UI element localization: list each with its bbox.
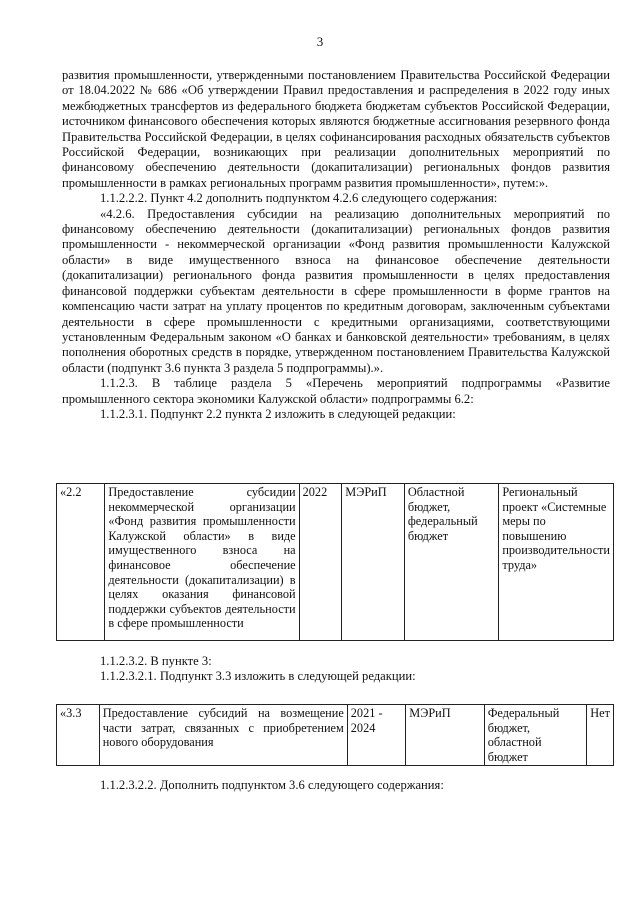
table-row	[57, 484, 614, 641]
paragraph: 1.1.2.3.2. В пункте 3:	[100, 654, 212, 668]
table-item-3-3	[56, 704, 614, 766]
paragraph: 1.1.2.3.1. Подпункт 2.2 пункта 2 изложить в следующей редакции:	[100, 406, 456, 421]
table-cell-executor: МЭРиП	[342, 484, 405, 641]
table-cell-project: Региональный проект «Системные меры по повышению производительности труда»	[499, 484, 614, 641]
text-block-top	[62, 68, 610, 422]
table-cell-project: Нет	[587, 705, 614, 766]
page-number: 3	[316, 34, 324, 49]
paragraph: «4.2.6. Предоставления субсидии на реализацию дополнительных мероприятий по финансовому обеспечению деятельности (докапитализации) региональных фондов развития промышленности - некоммерческой организации «Фонд развития промышленности Калужской области» в виде имущественного взноса на финансовое обеспечение деятельности (докапитализации) регионального фонда развития промышленности в целях предоставления финансовой поддержки субъектам деятельности в сфере промышленности в форме грантов на компенсацию части затрат на уплату процентов по кредитным договорам, заключенным субъектами деятельности в сфере промышленности с кредитными организациями, соответствующими установленным Федеральным законом «О банках и банковской деятельности» требованиям, в целях пополнения оборотных средств в порядке, утвержденном постановлением Правительства Калужской области (подпункт 3.6 пункта 3 раздела 5 подпрограммы).».	[62, 206, 610, 375]
table-cell-source: Федеральный бюджет, областной бюджет	[484, 705, 587, 766]
table-cell-description: Предоставление субсидии некоммерческой организации «Фонд развития промышленности Калужской области» в виде имущественного взноса на финансовое обеспечение деятельности (докапитализации) в целях оказания финансовой поддержки субъектов деятельности в сфере промышленности	[105, 484, 299, 641]
table-cell-year: 2022	[299, 484, 342, 641]
text-block-middle	[62, 654, 610, 685]
table-cell-number: «2.2	[57, 484, 105, 641]
paragraph: 1.1.2.2.2. Пункт 4.2 дополнить подпунктом 4.2.6 следующего содержания:	[100, 191, 498, 206]
paragraph: 1.1.2.3.2.1. Подпункт 3.3 изложить в следующей редакции:	[100, 669, 416, 684]
paragraph: 1.1.2.3. В таблице раздела 5 «Перечень мероприятий подпрограммы «Развитие промышленного сектора экономики Калужской области» подпрограммы 6.2:	[62, 376, 610, 406]
table-cell-executor: МЭРиП	[406, 705, 484, 766]
table-cell-number: «3.3	[57, 705, 100, 766]
table-cell-description: Предоставление субсидий на возмещение части затрат, связанных с приобретением нового оборудования	[99, 705, 347, 766]
table-cell-source: Областной бюджет, федеральный бюджет	[404, 484, 498, 641]
table-item-2-2	[56, 483, 614, 641]
paragraph: развития промышленности, утвержденными постановлением Правительства Российской Федерации от 18.04.2022 № 686 «Об утверждении Правил предоставления и распределения в 2022 году иных межбюджетных трансфертов из федерального бюджета бюджетам субъектов Российской Федерации, источником финансового обеспечения которых являются бюджетные ассигнования резервного фонда Правительства Российской Федерации, в целях софинансирования расходных обязательств субъектов Российской Федерации, возникающих при реализации дополнительных мероприятий по финансовому обеспечению деятельности (докапитализации) региональных фондов развития промышленности в рамках региональных программ развития промышленности», путем:».	[62, 68, 610, 190]
paragraph: 1.1.2.3.2.2. Дополнить подпунктом 3.6 следующего содержания:	[100, 778, 444, 792]
table-row	[57, 705, 614, 766]
table-cell-years: 2021 - 2024	[347, 705, 405, 766]
text-block-bottom	[62, 778, 610, 793]
